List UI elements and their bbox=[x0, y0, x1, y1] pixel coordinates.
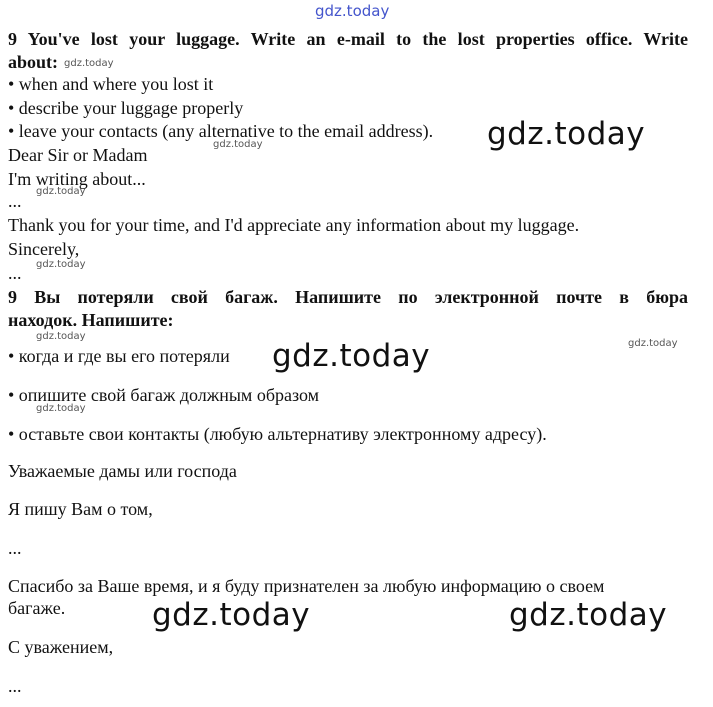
english-thanks: Thank you for your time, and I'd appreciate any information about my luggage. bbox=[8, 215, 580, 235]
watermark-small: gdz.today bbox=[36, 186, 86, 197]
watermark-large: gdz.today bbox=[272, 338, 431, 374]
watermark-small: gdz.today bbox=[36, 331, 86, 342]
english-closing: Sincerely, bbox=[8, 239, 80, 259]
english-ellipsis-2: ... bbox=[8, 263, 22, 283]
russian-greeting: Уважаемые дамы или господа bbox=[8, 461, 237, 481]
watermark-top: gdz.today bbox=[315, 2, 390, 20]
english-heading-line1: 9 You've lost your luggage. Write an e-mail to the lost properties office. Write bbox=[8, 29, 688, 49]
english-greeting: Dear Sir or Madam bbox=[8, 145, 148, 165]
english-ellipsis-1: ... bbox=[8, 191, 22, 211]
russian-bullet-1: • когда и где вы его потеряли bbox=[8, 346, 230, 366]
watermark-large: gdz.today bbox=[152, 597, 311, 633]
english-bullet-3: • leave your contacts (any alternative to the email address). bbox=[8, 121, 434, 141]
russian-thanks-line2: багаже. bbox=[8, 598, 66, 618]
watermark-small: gdz.today bbox=[628, 338, 678, 349]
watermark-small: gdz.today bbox=[36, 259, 86, 270]
watermark-large: gdz.today bbox=[509, 597, 668, 633]
russian-opening: Я пишу Вам о том, bbox=[8, 499, 153, 519]
russian-heading-line2: находок. Напишите: bbox=[8, 310, 174, 330]
watermark-small: gdz.today bbox=[213, 139, 263, 150]
russian-ellipsis-2: ... bbox=[8, 676, 22, 696]
watermark-large: gdz.today bbox=[487, 116, 646, 152]
english-bullet-1: • when and where you lost it bbox=[8, 74, 214, 94]
english-heading-line2: about: bbox=[8, 52, 59, 72]
english-bullet-2: • describe your luggage properly bbox=[8, 98, 244, 118]
russian-heading-line1: 9 Вы потеряли свой багаж. Напишите по электронной почте в бюра bbox=[8, 287, 688, 307]
russian-bullet-2: • опишите свой багаж должным образом bbox=[8, 385, 320, 405]
watermark-small: gdz.today bbox=[36, 403, 86, 414]
russian-thanks-line1: Спасибо за Ваше время, и я буду признателен за любую информацию о своем bbox=[8, 576, 605, 596]
watermark-small: gdz.today bbox=[64, 58, 114, 69]
russian-closing: С уважением, bbox=[8, 637, 114, 657]
english-opening: I'm writing about... bbox=[8, 169, 146, 189]
russian-ellipsis-1: ... bbox=[8, 538, 22, 558]
russian-bullet-3: • оставьте свои контакты (любую альтернативу электронному адресу). bbox=[8, 424, 547, 444]
